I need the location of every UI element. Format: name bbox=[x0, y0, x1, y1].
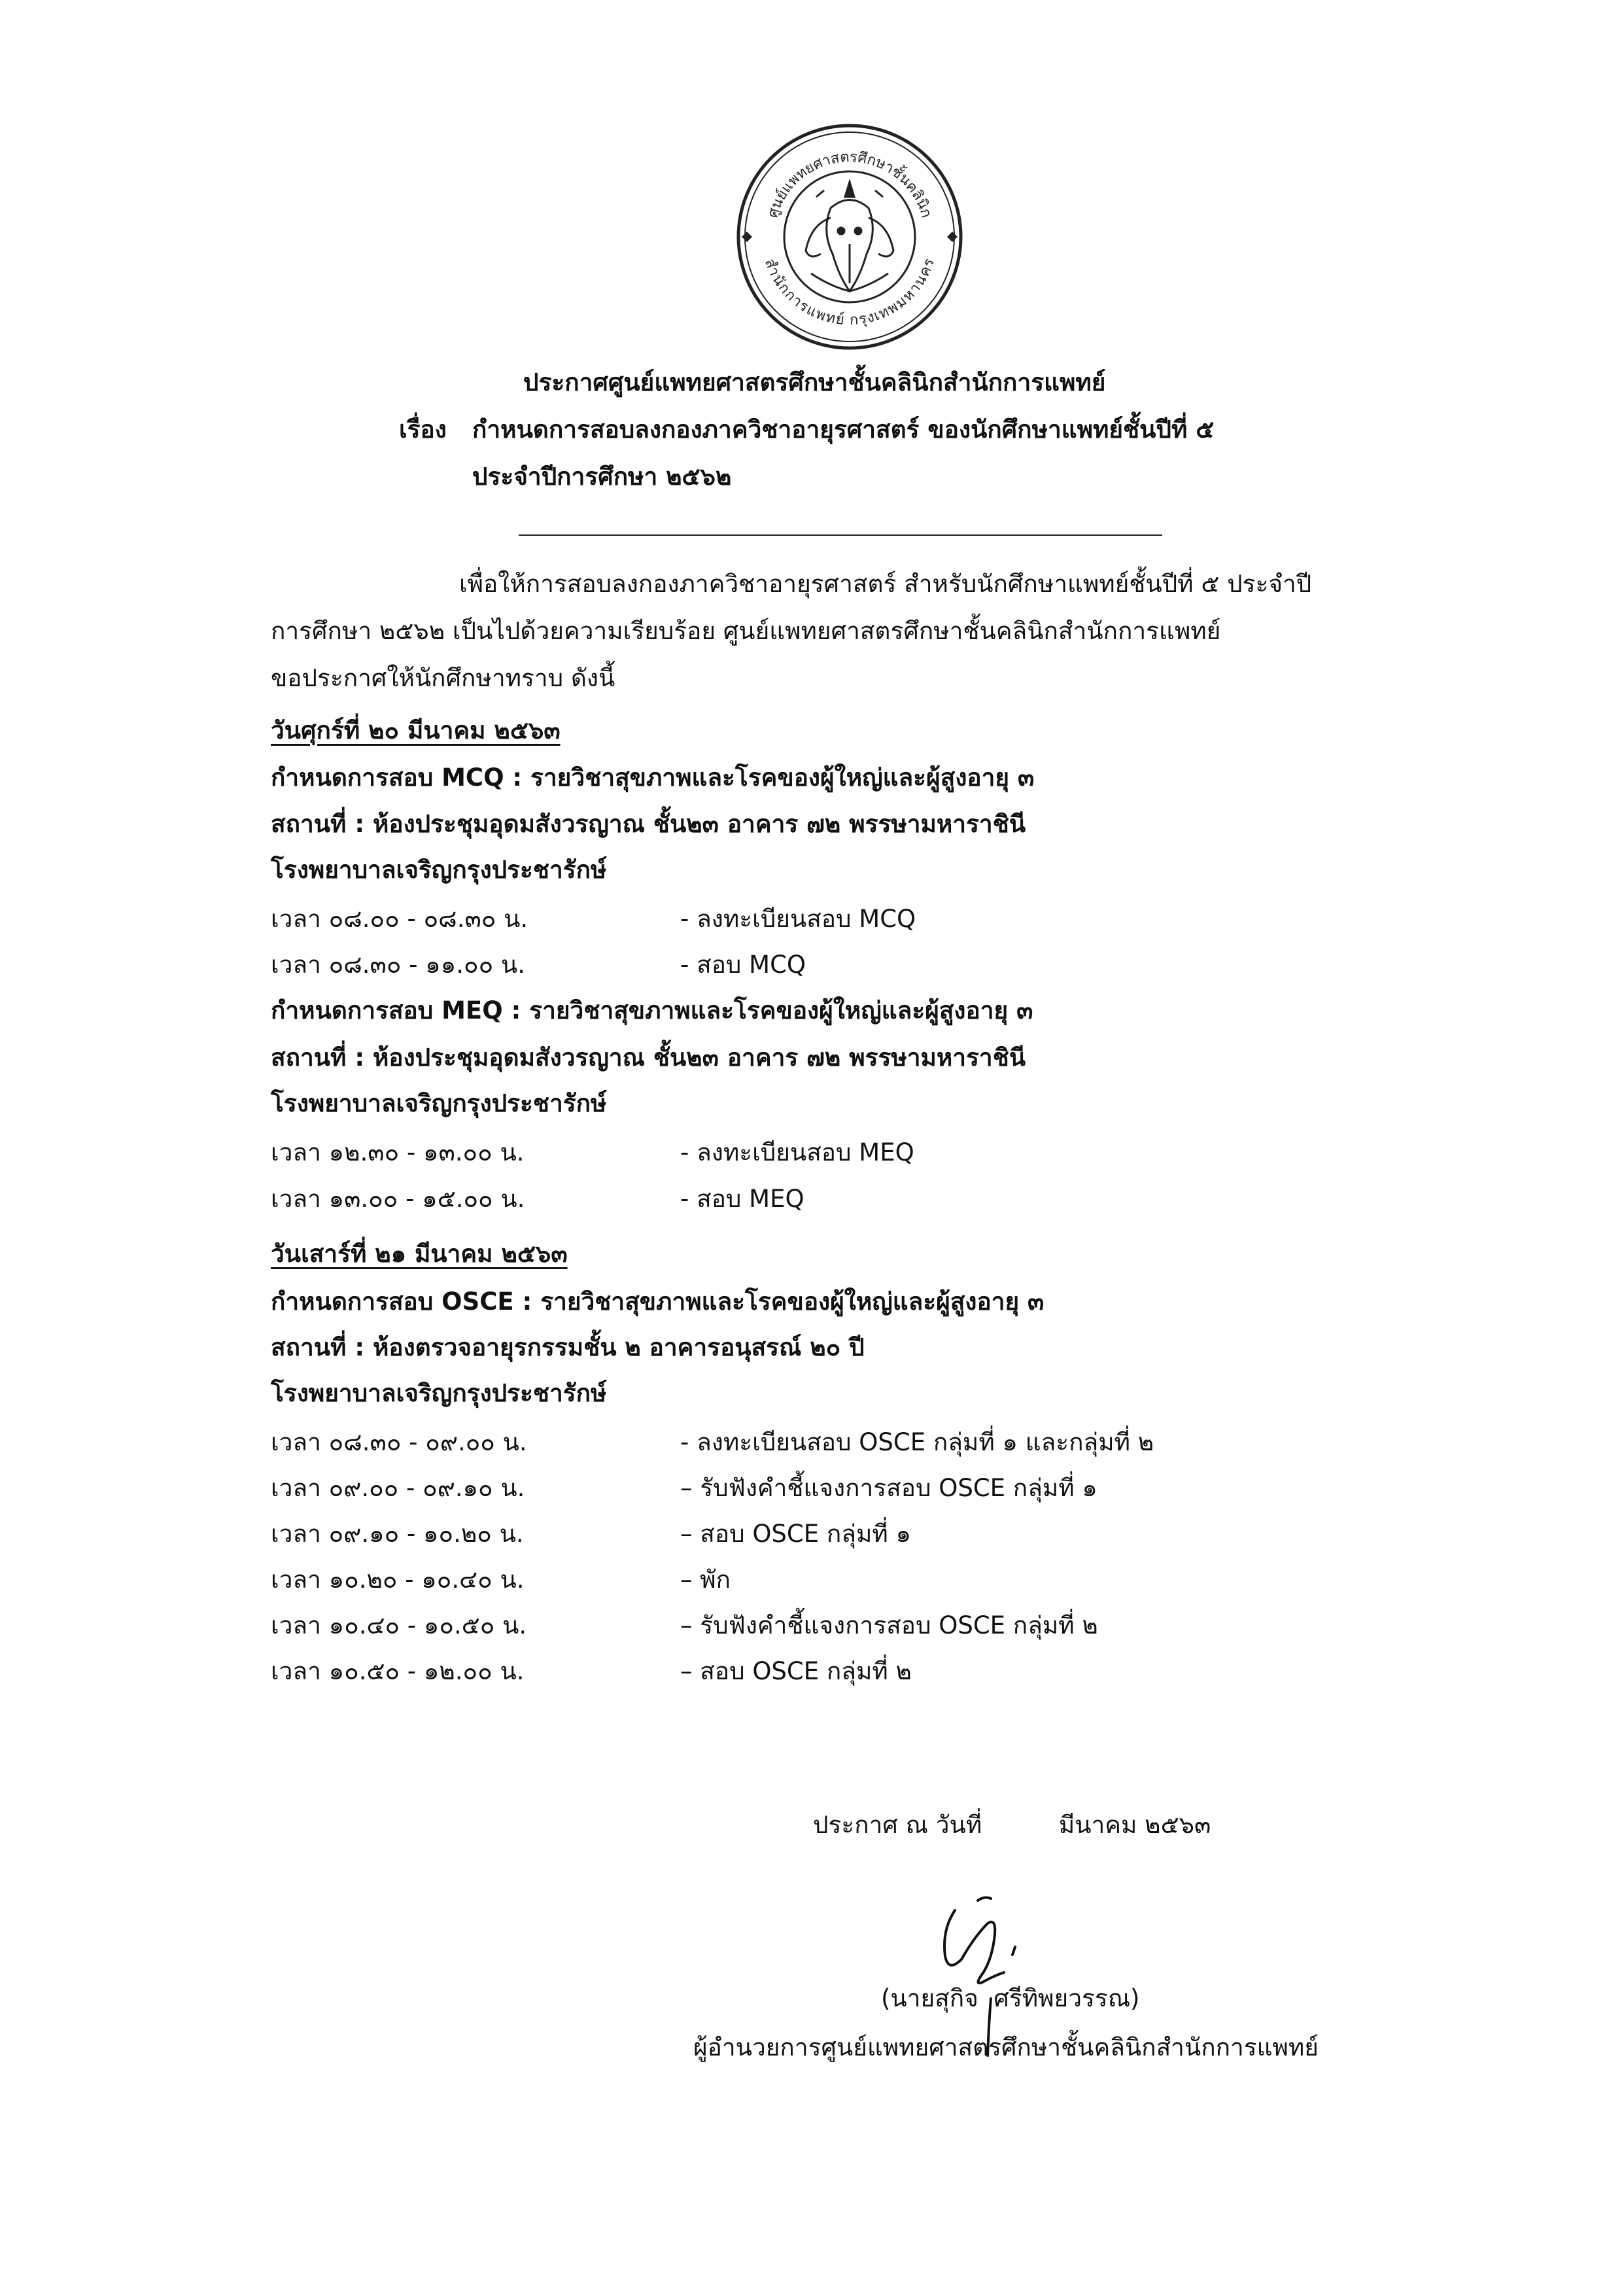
schedule-activity: – รับฟังคำชี้แจงการสอบ OSCE กลุ่มที่ ๑ bbox=[680, 1474, 1097, 1502]
schedule-activity: - ลงทะเบียนสอบ MCQ bbox=[680, 905, 916, 933]
schedule-time: เวลา ๑๒.๓๐ - ๑๓.๐๐ น. bbox=[271, 1138, 525, 1166]
subject-text: กำหนดการสอบลงกองภาควิชาอายุรศาสตร์ ของนักศึกษาแพทย์ชั้นปีที่ ๕ bbox=[472, 415, 1215, 444]
schedule-activity: - ลงทะเบียนสอบ OSCE กลุ่มที่ ๑ และกลุ่มที่ ๒ bbox=[680, 1428, 1154, 1456]
mcq-hospital: โรงพยาบาลเจริญกรุงประชารักษ์ bbox=[271, 856, 607, 884]
schedule-time: เวลา ๐๙.๑๐ - ๑๐.๒๐ น. bbox=[271, 1520, 524, 1548]
osce-title: กำหนดการสอบ OSCE : รายวิชาสุขภาพและโรคของผู้ใหญ่และผู้สูงอายุ ๓ bbox=[271, 1287, 1045, 1316]
schedule-time: เวลา ๐๙.๐๐ - ๐๙.๑๐ น. bbox=[271, 1474, 525, 1502]
osce-place: สถานที่ : ห้องตรวจอายุรกรรมชั้น ๒ อาคารอนุสรณ์ ๒๐ ปี bbox=[271, 1333, 865, 1361]
schedule-time: เวลา ๑๐.๒๐ - ๑๐.๔๐ น. bbox=[271, 1566, 525, 1594]
announcement-heading: ประกาศศูนย์แพทยศาสตรศึกษาชั้นคลินิกสำนักการแพทย์ bbox=[523, 368, 1106, 396]
schedule-activity: – รับฟังคำชี้แจงการสอบ OSCE กลุ่มที่ ๒ bbox=[680, 1611, 1098, 1639]
schedule-time: เวลา ๑๐.๔๐ - ๑๐.๕๐ น. bbox=[271, 1611, 527, 1639]
seal-bottom-text: สำนักการแพทย์ กรุงเทพมหานคร bbox=[761, 256, 939, 329]
schedule-time: เวลา ๑๓.๐๐ - ๑๕.๐๐ น. bbox=[271, 1185, 525, 1213]
schedule-activity: - สอบ MEQ bbox=[680, 1185, 804, 1213]
subject-label: เรื่อง bbox=[399, 415, 447, 444]
schedule-activity: – พัก bbox=[680, 1566, 731, 1594]
announcement-date: ประกาศ ณ วันที่ มีนาคม ๒๕๖๓ bbox=[813, 1811, 1211, 1839]
meq-place: สถานที่ : ห้องประชุมอุดมสังวรญาณ ชั้น๒๓ อาคาร ๗๒ พรรษามหาราชินี bbox=[271, 1043, 1026, 1072]
meq-title: กำหนดการสอบ MEQ : รายวิชาสุขภาพและโรคของผู้ใหญ่และผู้สูงอายุ ๓ bbox=[271, 996, 1033, 1024]
schedule-activity: - สอบ MCQ bbox=[680, 951, 806, 979]
schedule-activity: – สอบ OSCE กลุ่มที่ ๒ bbox=[680, 1657, 912, 1685]
intro-line-2: การศึกษา ๒๕๖๒ เป็นไปด้วยความเรียบร้อย ศูนย์แพทยศาสตรศึกษาชั้นคลินิกสำนักการแพทย์ bbox=[271, 617, 1221, 645]
academic-year: ประจำปีการศึกษา ๒๕๖๒ bbox=[472, 463, 732, 491]
schedule-time: เวลา ๑๐.๕๐ - ๑๒.๐๐ น. bbox=[271, 1657, 525, 1685]
osce-hospital: โรงพยาบาลเจริญกรุงประชารักษ์ bbox=[271, 1379, 607, 1407]
meq-hospital: โรงพยาบาลเจริญกรุงประชารักษ์ bbox=[271, 1089, 607, 1117]
day2-date: วันเสาร์ที่ ๒๑ มีนาคม ๒๕๖๓ bbox=[271, 1240, 568, 1268]
seal-top-text: ศูนย์แพทยศาสตรศึกษาชั้นคลินิก bbox=[765, 149, 935, 220]
intro-line-1: เพื่อให้การสอบลงกองภาควิชาอายุรศาสตร์ สำหรับนักศึกษาแพทย์ชั้นปีที่ ๕ ประจำปี bbox=[459, 570, 1312, 598]
day1-date: วันศุกร์ที่ ๒๐ มีนาคม ๒๕๖๓ bbox=[271, 716, 561, 744]
schedule-activity: – สอบ OSCE กลุ่มที่ ๑ bbox=[680, 1520, 911, 1548]
mcq-title: กำหนดการสอบ MCQ : รายวิชาสุขภาพและโรคของผู้ใหญ่และผู้สูงอายุ ๓ bbox=[271, 763, 1035, 792]
signatory-name: (นายสุกิจ ศรีทิพยวรรณ) bbox=[881, 1984, 1140, 2012]
schedule-activity: - ลงทะเบียนสอบ MEQ bbox=[680, 1138, 914, 1166]
signatory-position: ผู้อำนวยการศูนย์แพทยศาสตรศึกษาชั้นคลินิกสำนักการแพทย์ bbox=[693, 2033, 1319, 2061]
schedule-time: เวลา ๐๘.๓๐ - ๐๙.๐๐ น. bbox=[271, 1428, 527, 1456]
schedule-time: เวลา ๐๘.๓๐ - ๑๑.๐๐ น. bbox=[271, 951, 525, 979]
mcq-place: สถานที่ : ห้องประชุมอุดมสังวรญาณ ชั้น๒๓ อาคาร ๗๒ พรรษามหาราชินี bbox=[271, 810, 1026, 838]
schedule-time: เวลา ๐๘.๐๐ - ๐๘.๓๐ น. bbox=[271, 905, 528, 933]
intro-line-3: ขอประกาศให้นักศึกษาทราบ ดังนี้ bbox=[271, 664, 615, 692]
header-divider bbox=[519, 534, 1162, 536]
organization-seal bbox=[733, 120, 967, 354]
